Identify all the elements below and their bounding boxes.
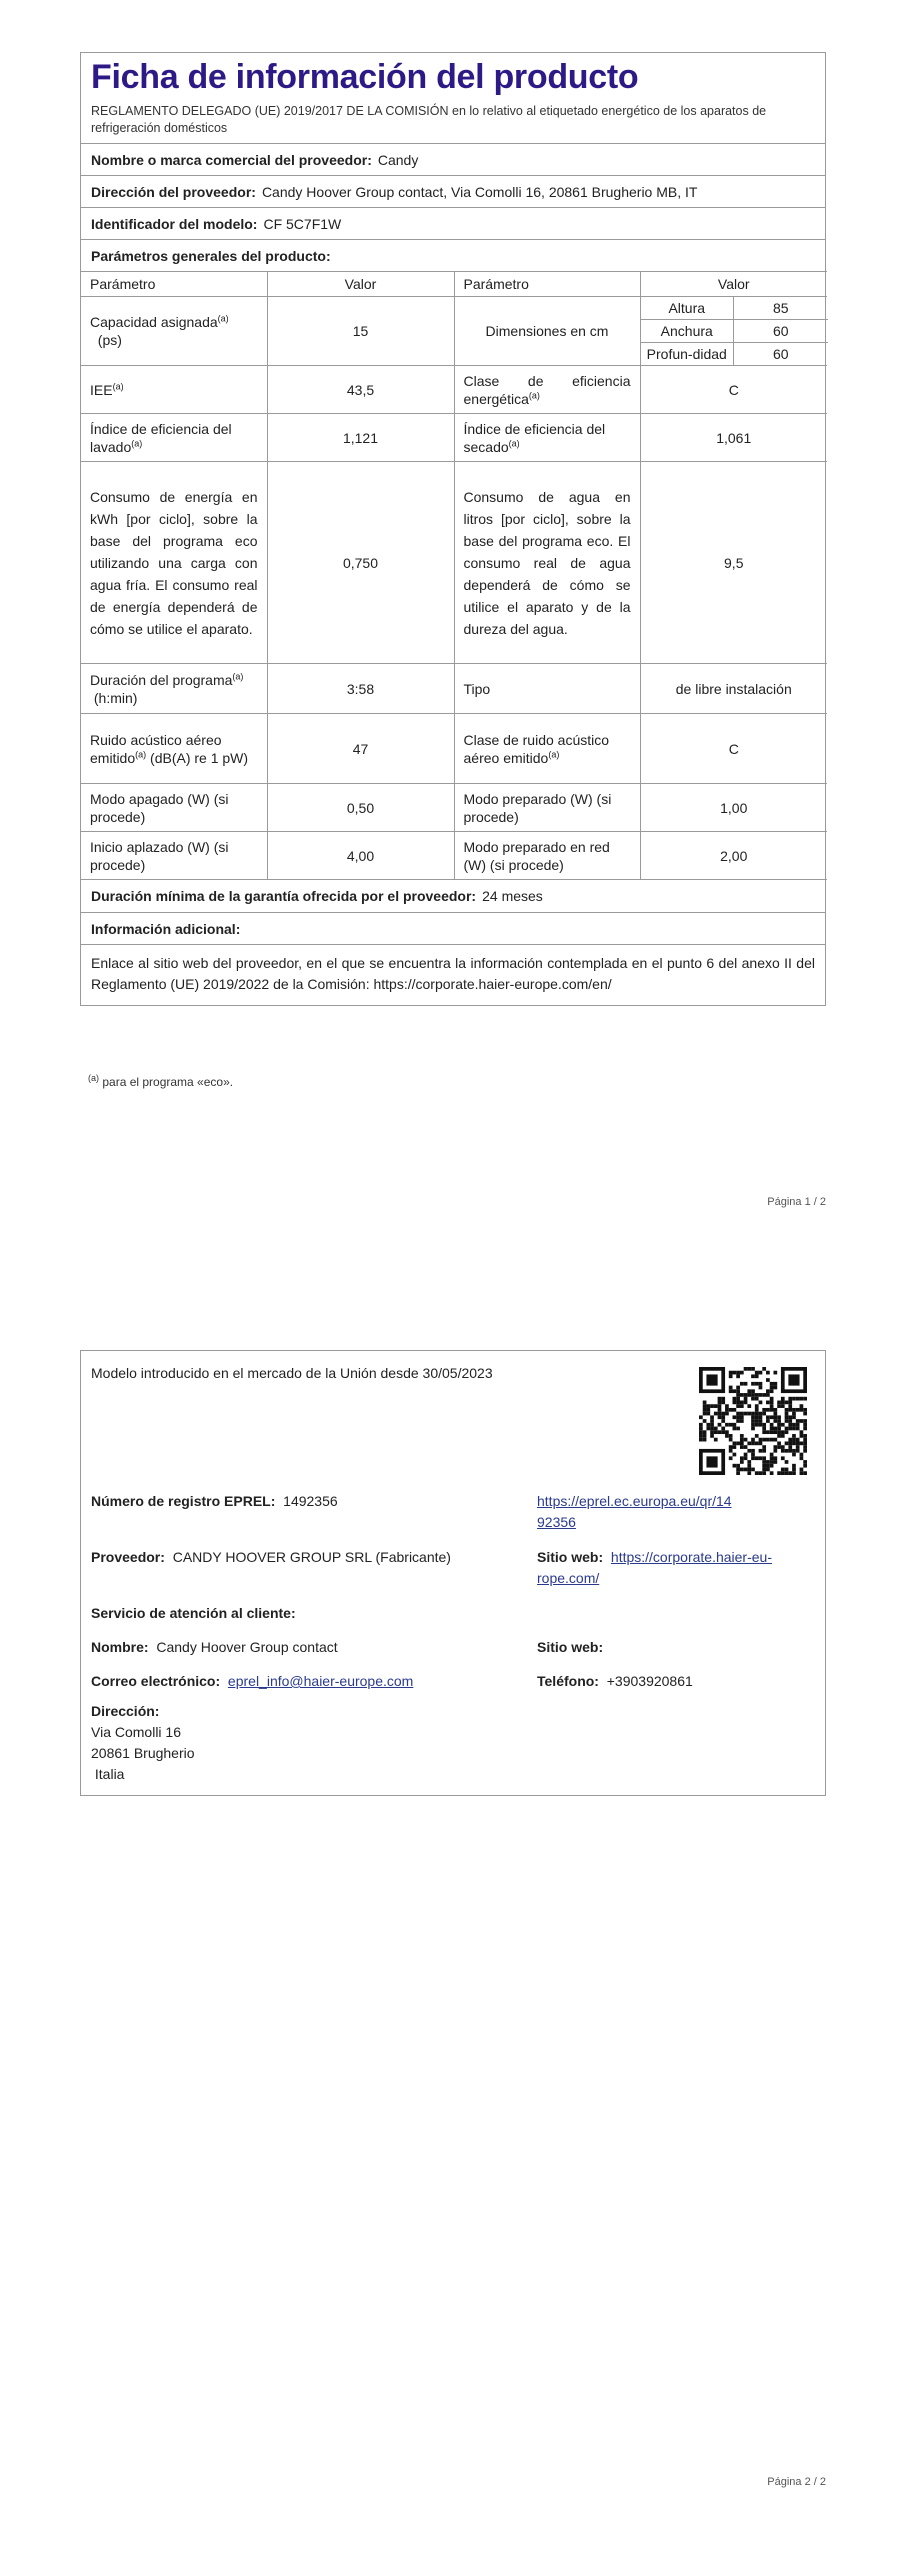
supplier-name-label: Nombre o marca comercial del proveedor: [91, 152, 372, 168]
address-label: Dirección: [91, 1703, 160, 1719]
dim-depth-value: 60 [734, 343, 828, 366]
standby-value: 1,00 [640, 784, 827, 832]
type-label: Tipo [454, 664, 640, 714]
market-date: Modelo introducido en el mercado de la Unión desde 30/05/2023 [91, 1365, 493, 1381]
model-id-label: Identificador del modelo: [91, 216, 258, 232]
wash-idx-label-cell [81, 414, 267, 462]
warranty-label: Duración mínima de la garantía ofrecida por el proveedor: [91, 888, 477, 904]
duration-label-cell [81, 664, 267, 714]
footnote-text: para el programa «eco». [102, 1075, 234, 1089]
dim-depth-label: Profun-didad [641, 343, 734, 366]
dim-row-width [641, 320, 828, 343]
noise-class-value: C [640, 714, 827, 784]
dimensions-subtable [641, 297, 828, 365]
dry-idx-label-cell [454, 414, 640, 462]
supplier-address-value: Candy Hoover Group contact, Via Comolli 16, 20861 Brugherio MB, IT [261, 184, 698, 200]
phone-info [537, 1671, 693, 1692]
supplier-name-row [81, 143, 825, 175]
duration-sup: (a) [232, 670, 244, 681]
general-params-label: Parámetros generales del producto: [91, 248, 331, 264]
contact-name [91, 1637, 338, 1658]
service-website-label: Sitio web: [537, 1639, 604, 1655]
email-label: Correo electrónico: [91, 1673, 221, 1689]
duration-unit: (h:min) [93, 689, 138, 706]
duration-label: Duración del programa [90, 671, 233, 688]
warranty-row [81, 880, 825, 912]
dim-height-value: 85 [734, 297, 828, 320]
supplier-info [91, 1547, 451, 1568]
water-value: 9,5 [640, 462, 827, 664]
duration-value: 3:58 [267, 664, 454, 714]
type-value: de libre instalación [640, 664, 827, 714]
model-id-value: CF 5C7F1W [263, 216, 342, 232]
p2-supplier-value: CANDY HOOVER GROUP SRL (Fabricante) [172, 1549, 451, 1565]
address-line-2: 20861 Brugherio [91, 1745, 195, 1761]
off-mode-label: Modo apagado (W) (si procede) [81, 784, 267, 832]
address-line-1: Via Comolli 16 [91, 1724, 182, 1740]
eprel-label: Número de registro EPREL: [91, 1493, 276, 1509]
eprel-link[interactable] [537, 1491, 732, 1533]
noise-label: Ruido acústico aéreo emitido [90, 731, 222, 766]
header-value-2: Valor [640, 272, 827, 297]
network-standby-value: 2,00 [640, 832, 827, 880]
eff-class-label-cell [454, 366, 640, 414]
contact-name-label: Nombre: [91, 1639, 149, 1655]
noise-class-sup: (a) [548, 748, 560, 759]
noise-class-label-cell [454, 714, 640, 784]
product-info-sheet [80, 52, 826, 1006]
noise-class-label: Clase de ruido acústico aéreo emitido [463, 731, 610, 766]
wash-idx-sup: (a) [131, 437, 143, 448]
additional-info-label: Información adicional: [91, 921, 241, 937]
table-row [81, 832, 827, 880]
noise-unit: (dB(A) re 1 pW) [150, 749, 249, 766]
dry-idx-sup: (a) [508, 437, 520, 448]
dim-width-value: 60 [734, 320, 828, 343]
table-row [81, 366, 827, 414]
email-info [91, 1671, 413, 1692]
general-params-row [81, 239, 825, 271]
website-info [537, 1547, 772, 1589]
wash-idx-label: Índice de eficiencia del lavado [90, 420, 232, 455]
sheet-header [81, 53, 825, 143]
website-link-line-1[interactable]: https://corporate.haier-eu- [610, 1549, 772, 1565]
water-label: Consumo de agua en litros [por ciclo], sobre la base del programa eco. El consumo real de agua dependerá de cómo se utilice el aparato y de la dureza del agua. [454, 462, 640, 664]
wash-idx-value: 1,121 [267, 414, 454, 462]
capacity-unit: (ps) [97, 332, 122, 348]
page-2 [0, 1280, 906, 2560]
additional-info-row [81, 912, 825, 944]
iee-label-cell [81, 366, 267, 414]
service-label: Servicio de atención al cliente: [91, 1605, 296, 1621]
model-id-row [81, 207, 825, 239]
table-header-row [81, 272, 827, 297]
table-row [81, 784, 827, 832]
eprel-link-line-2[interactable]: 92356 [537, 1514, 576, 1530]
dry-idx-value: 1,061 [640, 414, 827, 462]
dim-width-label: Anchura [641, 320, 734, 343]
dim-row-height [641, 297, 828, 320]
footnote-sup: (a) [88, 1073, 99, 1083]
energy-label: Consumo de energía en kWh [por ciclo], sobre la base del programa eco utilizando una carga con agua fría. El consumo real de energía dependerá de cómo se utilice el aparato. [81, 462, 267, 664]
dry-idx-label: Índice de eficiencia del secado [463, 420, 606, 455]
iee-sup: (a) [112, 380, 124, 391]
capacity-label: Capacidad asignada [90, 314, 218, 330]
dim-height-label: Altura [641, 297, 734, 320]
footnote [88, 1075, 233, 1089]
p2-supplier-label: Proveedor: [91, 1549, 165, 1565]
eprel-info-sheet [80, 1350, 826, 1796]
noise-value: 47 [267, 714, 454, 784]
capacity-label-cell [81, 297, 267, 366]
energy-value: 0,750 [267, 462, 454, 664]
email-link[interactable]: eprel_info@haier-europe.com [227, 1673, 414, 1689]
network-standby-label: Modo preparado en red (W) (si procede) [454, 832, 640, 880]
page-number-2: Página 2 / 2 [767, 2476, 826, 2488]
header-value-1: Valor [267, 272, 454, 297]
address-block [91, 1701, 195, 1785]
page-title: Ficha de información del producto [91, 58, 639, 96]
delay-start-value: 4,00 [267, 832, 454, 880]
supplier-name-value: Candy [377, 152, 419, 168]
website-link-line-2[interactable]: rope.com/ [537, 1570, 600, 1586]
phone-value: +3903920861 [606, 1673, 693, 1689]
eprel-value: 1492356 [283, 1493, 338, 1509]
qr-code-icon[interactable] [699, 1367, 807, 1475]
phone-label: Teléfono: [537, 1673, 599, 1689]
dim-row-depth [641, 343, 828, 366]
delay-start-label: Inicio aplazado (W) (si procede) [81, 832, 267, 880]
dims-cell [640, 297, 827, 366]
table-row [81, 714, 827, 784]
header-param-2: Parámetro [454, 272, 640, 297]
capacity-value: 15 [267, 297, 454, 366]
contact-name-value: Candy Hoover Group contact [156, 1639, 338, 1655]
capacity-sup: (a) [217, 313, 229, 324]
iee-label: IEE [90, 381, 113, 398]
service-heading [91, 1603, 296, 1624]
additional-info-text: Enlace al sitio web del proveedor, en el que se encuentra la información contemplada en el punto 6 del anexo II del Reglamento (UE) 2019/2022 de la Comisión: https://corporate.haier-europe.com/en/ [81, 944, 825, 1005]
header-param-1: Parámetro [81, 272, 267, 297]
eff-class-sup: (a) [528, 389, 540, 400]
supplier-address-row [81, 175, 825, 207]
address-line-3: Italia [94, 1766, 125, 1782]
off-mode-value: 0,50 [267, 784, 454, 832]
table-row [81, 462, 827, 664]
warranty-value: 24 meses [482, 888, 543, 904]
table-row [81, 664, 827, 714]
eprel-link-line-1[interactable]: https://eprel.ec.europa.eu/qr/14 [537, 1493, 732, 1509]
table-row [81, 297, 827, 366]
table-row [81, 414, 827, 462]
iee-value: 43,5 [267, 366, 454, 414]
regulation-subtitle: REGLAMENTO DELEGADO (UE) 2019/2017 DE LA COMISIÓN en lo relativo al etiquetado energético de los aparatos de refrigeración domésticos [91, 104, 767, 135]
noise-sup: (a) [135, 748, 147, 759]
eff-class-label: Clase de eficiencia energética [463, 372, 631, 407]
service-website [537, 1637, 603, 1658]
website-label: Sitio web: [537, 1549, 604, 1565]
dims-label: Dimensiones en cm [454, 297, 640, 366]
page-number-1: Página 1 / 2 [767, 1196, 826, 1208]
supplier-address-label: Dirección del proveedor: [91, 184, 256, 200]
standby-label: Modo preparado (W) (si procede) [454, 784, 640, 832]
eprel-number [91, 1491, 338, 1512]
eff-class-value: C [640, 366, 827, 414]
parameters-table [81, 271, 827, 880]
noise-label-cell [81, 714, 267, 784]
